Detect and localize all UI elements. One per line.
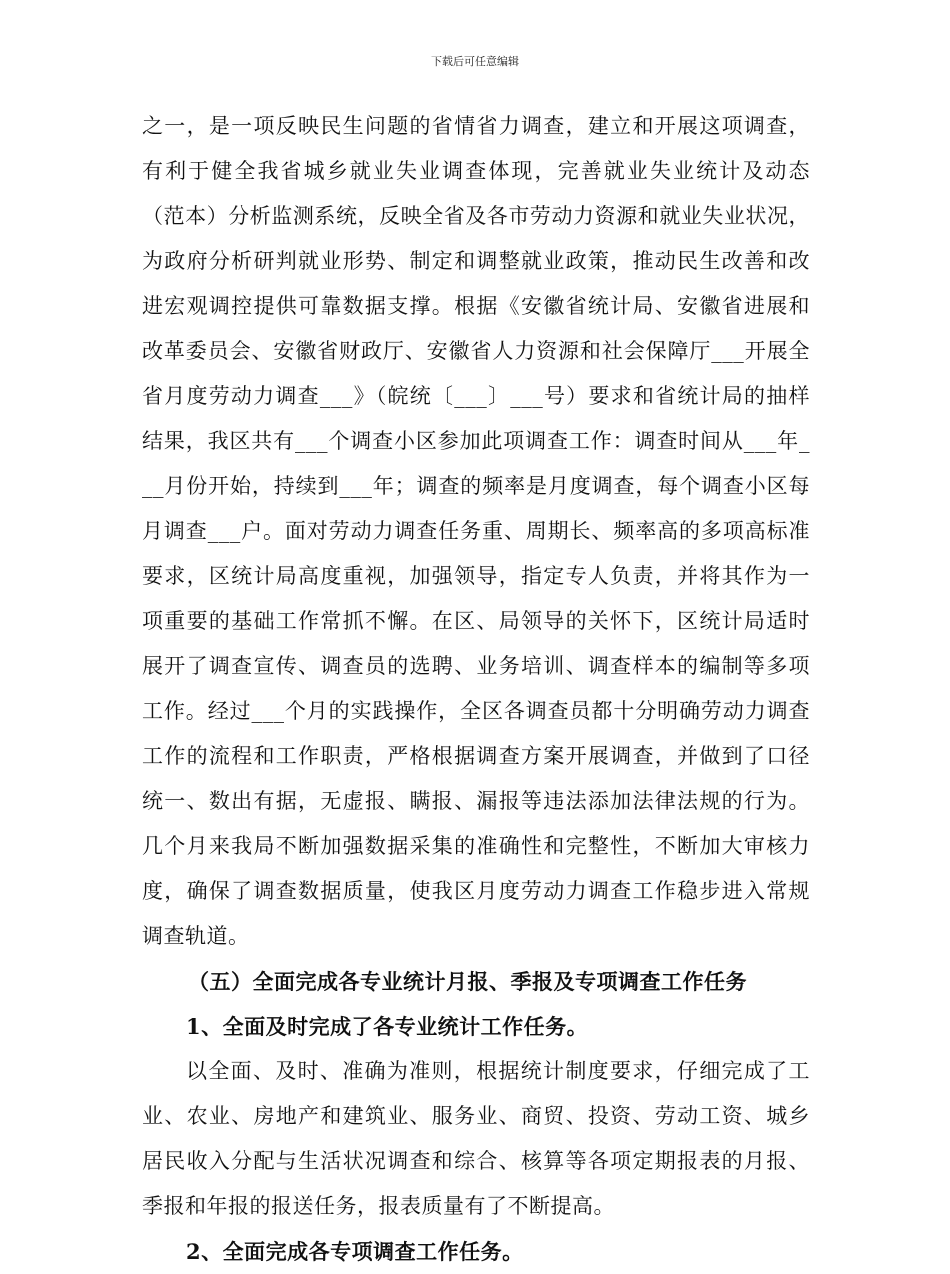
text-line: 工作。经过___个月的实践操作，全区各调查员都十分明确劳动力调查 [142, 699, 810, 723]
paragraph [142, 104, 810, 959]
text-line: 居民收入分配与生活状况调查和综合、核算等各项定期报表的月报、 [142, 1149, 810, 1173]
text-line: 改革委员会、安徽省财政厅、安徽省人力资源和社会保障厅___开展全 [142, 339, 810, 363]
text-line: 工作的流程和工作职责，严格根据调查方案开展调查，并做到了口径 [142, 744, 810, 768]
text-line: 季报和年报的报送任务，报表质量有了不断提高。 [142, 1194, 615, 1218]
text-line: 要求，区统计局高度重视，加强领导，指定专人负责，并将其作为一 [142, 564, 810, 588]
text-line: 项重要的基础工作常抓不懈。在区、局领导的关怀下，区统计局适时 [142, 609, 810, 633]
text-line: 为政府分析研判就业形势、制定和调整就业政策，推动民生改善和改 [142, 249, 810, 273]
document-body [142, 104, 810, 1274]
section-heading: （五）全面完成各专业统计月报、季报及专项调查工作任务 [188, 969, 747, 994]
text-line: 省月度劳动力调查___》（皖统〔___〕___号）要求和省统计局的抽样 [142, 384, 810, 408]
text-line: 进宏观调控提供可靠数据支撑。根据《安徽省统计局、安徽省进展和 [142, 294, 810, 318]
text-line: （范本）分析监测系统，反映全省及各市劳动力资源和就业失业状况， [142, 204, 810, 228]
text-line: 几个月来我局不断加强数据采集的准确性和完整性，不断加大审核力 [142, 834, 810, 858]
text-line: 月调查___户。面对劳动力调查任务重、周期长、频率高的多项高标准 [142, 519, 810, 543]
text-line: 之一，是一项反映民生问题的省情省力调查，建立和开展这项调查， [142, 114, 810, 138]
text-line: 度，确保了调查数据质量，使我区月度劳动力调查工作稳步进入常规 [142, 879, 810, 903]
text-line: 统一、数出有据，无虚报、瞒报、漏报等违法添加法律法规的行为。 [142, 789, 810, 813]
text-line: 结果，我区共有___个调查小区参加此项调查工作：调查时间从___年_ [142, 429, 810, 453]
text-line: 业、农业、房地产和建筑业、服务业、商贸、投资、劳动工资、城乡 [142, 1104, 810, 1128]
text-line: 有利于健全我省城乡就业失业调查体现，完善就业失业统计及动态 [142, 159, 810, 183]
paragraph [142, 1049, 810, 1229]
subsection-heading: 1、全面及时完成了各专业统计工作任务。 [186, 1014, 589, 1039]
text-line: 以全面、及时、准确为准则，根据统计制度要求，仔细完成了工 [186, 1059, 810, 1083]
text-line: __月份开始，持续到___年；调查的频率是月度调查，每个调查小区每 [142, 474, 810, 498]
subsection-heading: 2、全面完成各专项调查工作任务。 [186, 1239, 524, 1264]
text-line: 调查轨道。 [142, 924, 250, 948]
page-header: 下载后可任意编辑 [431, 55, 519, 68]
text-line: 展开了调查宣传、调查员的选聘、业务培训、调查样本的编制等多项 [142, 654, 810, 678]
